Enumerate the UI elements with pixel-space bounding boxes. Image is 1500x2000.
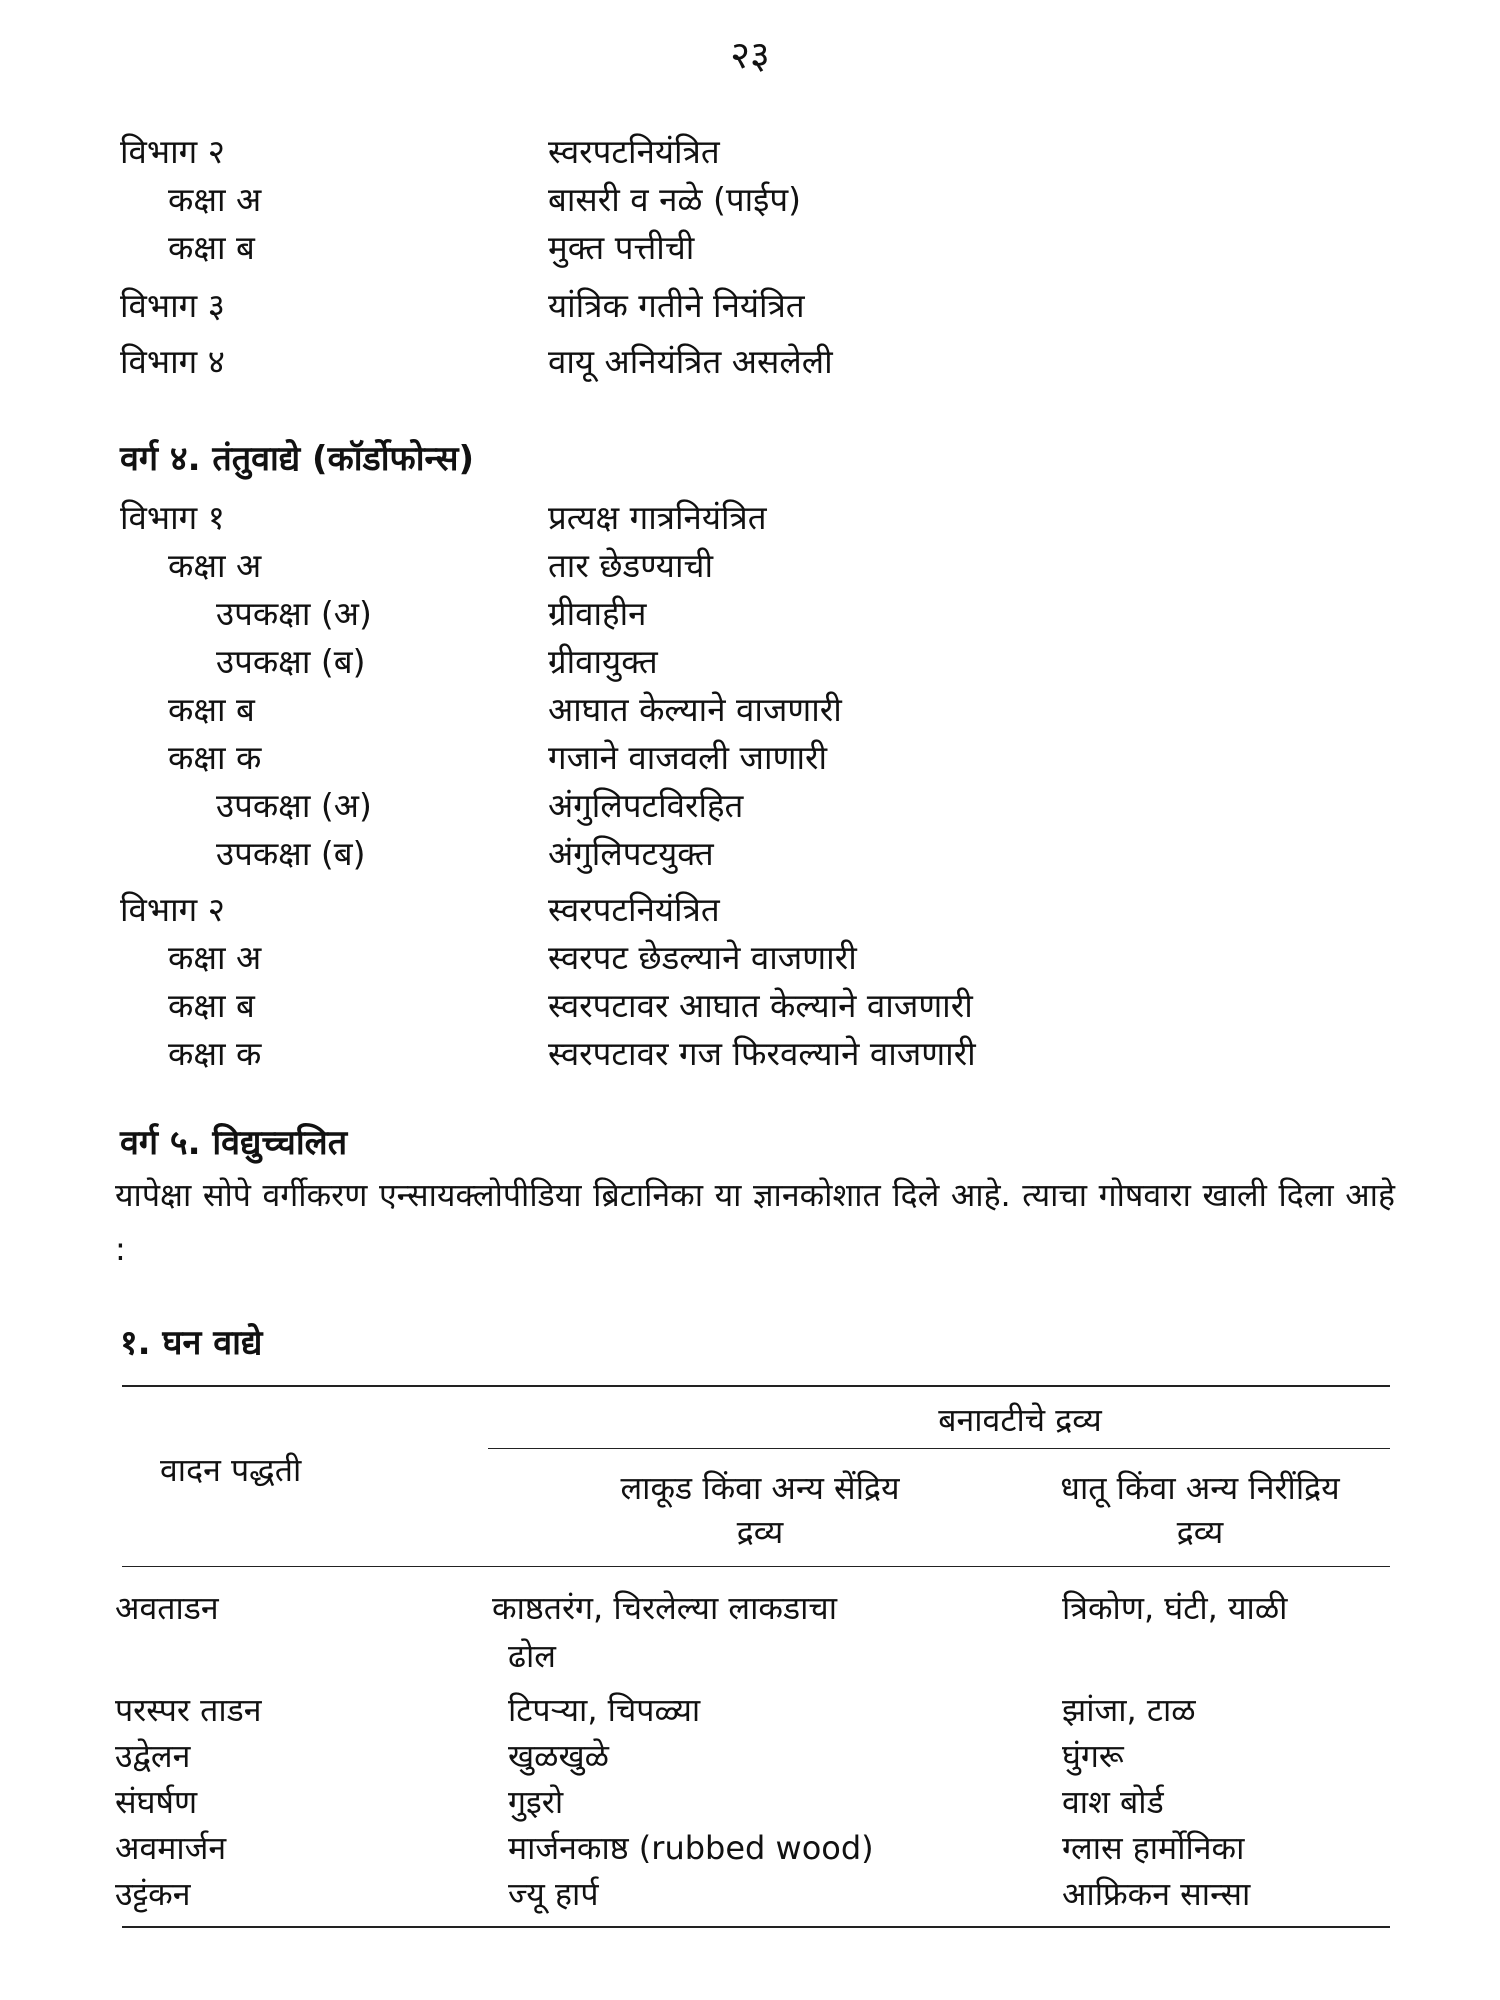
- table-cell-organic: टिपऱ्या, चिपळ्या: [508, 1691, 701, 1729]
- row-label: विभाग २: [120, 132, 225, 171]
- row-label: उपकक्षा (ब): [216, 834, 366, 873]
- table-cell-organic-cont: ढोल: [508, 1637, 557, 1675]
- row-value: आघात केल्याने वाजणारी: [548, 690, 842, 729]
- row-value: स्वरपटनियंत्रित: [548, 132, 720, 171]
- row-value: ग्रीवाहीन: [548, 594, 647, 633]
- row-label: विभाग २: [120, 890, 225, 929]
- table-cell-inorganic: आफ्रिकन सान्सा: [1062, 1875, 1251, 1913]
- table-cell-inorganic: वाश बोर्ड: [1062, 1783, 1164, 1821]
- body-paragraph: यापेक्षा सोपे वर्गीकरण एन्सायक्लोपीडिया ब्रिटानिका या ज्ञानकोशात दिले आहे. त्याचा गोषवारा खाली दिला आहे :: [115, 1176, 1395, 1268]
- row-label: विभाग ४: [120, 342, 225, 381]
- heading-solid-instruments: १. घन वाद्ये: [120, 1323, 263, 1363]
- table-cell-organic: खुळखुळे: [508, 1737, 609, 1775]
- table-cell-organic: गुइरो: [508, 1783, 564, 1821]
- row-label: विभाग ३: [120, 286, 225, 325]
- heading-class-4: वर्ग ४. तंतुवाद्ये (कॉर्डोफोन्स): [120, 439, 474, 479]
- row-value: मुक्त पत्तीची: [548, 228, 695, 267]
- row-label: कक्षा ब: [168, 228, 255, 267]
- row-label: विभाग १: [120, 498, 225, 537]
- header-inorganic-line1: धातू किंवा अन्य निरींद्रिय: [1060, 1469, 1340, 1507]
- header-organic-line1: लाकूड किंवा अन्य सेंद्रिय: [620, 1469, 900, 1507]
- page-number: २३: [730, 33, 770, 77]
- row-value: ग्रीवायुक्त: [548, 642, 658, 681]
- row-value: वायू अनियंत्रित असलेली: [548, 342, 833, 381]
- row-label: कक्षा क: [168, 738, 262, 777]
- row-value: तार छेडण्याची: [548, 546, 713, 585]
- row-label: कक्षा अ: [168, 546, 262, 585]
- table-cell-inorganic: घुंगरू: [1062, 1737, 1124, 1775]
- row-value: अंगुलिपटयुक्त: [548, 834, 714, 873]
- row-value: यांत्रिक गतीने नियंत्रित: [548, 286, 805, 325]
- row-value: प्रत्यक्ष गात्रनियंत्रित: [548, 498, 767, 537]
- table-cell-method: अवमार्जन: [115, 1829, 227, 1867]
- row-label: कक्षा अ: [168, 938, 262, 977]
- row-label: उपकक्षा (अ): [216, 786, 372, 825]
- row-label: कक्षा ब: [168, 690, 255, 729]
- row-value: स्वरपटनियंत्रित: [548, 890, 720, 929]
- table-bottom-rule: [122, 1926, 1390, 1928]
- table-cell-inorganic: त्रिकोण, घंटी, याळी: [1062, 1589, 1288, 1627]
- row-label: कक्षा क: [168, 1034, 262, 1073]
- table-cell-method: संघर्षण: [115, 1783, 198, 1821]
- header-bottom-rule: [122, 1566, 1390, 1567]
- row-label: कक्षा अ: [168, 180, 262, 219]
- header-sub-rule: [488, 1448, 1390, 1449]
- header-inorganic-line2: द्रव्य: [1176, 1513, 1224, 1551]
- row-value: स्वरपट छेडल्याने वाजणारी: [548, 938, 857, 977]
- table-cell-method: परस्पर ताडन: [115, 1691, 262, 1729]
- row-value: स्वरपटावर गज फिरवल्याने वाजणारी: [548, 1034, 976, 1073]
- table-cell-organic: मार्जनकाष्ठ (rubbed wood): [508, 1829, 874, 1867]
- row-label: कक्षा ब: [168, 986, 255, 1025]
- table-cell-method: अवताडन: [115, 1589, 219, 1627]
- header-organic-line2: द्रव्य: [736, 1513, 784, 1551]
- heading-class-5: वर्ग ५. विद्युच्चलित: [120, 1123, 348, 1163]
- row-label: उपकक्षा (ब): [216, 642, 366, 681]
- row-label: उपकक्षा (अ): [216, 594, 372, 633]
- table-cell-inorganic: ग्लास हार्मोनिका: [1062, 1829, 1245, 1867]
- table-cell-organic: ज्यू हार्प: [508, 1875, 599, 1913]
- header-method: वादन पद्धती: [160, 1451, 302, 1489]
- table-cell-inorganic: झांजा, टाळ: [1062, 1691, 1196, 1729]
- table-cell-method: उट्टंकन: [115, 1875, 191, 1913]
- header-material: बनावटीचे द्रव्य: [938, 1401, 1102, 1439]
- table-top-rule: [122, 1385, 1390, 1387]
- table-cell-organic: काष्ठतरंग, चिरलेल्या लाकडाचा: [492, 1589, 838, 1627]
- row-value: गजाने वाजवली जाणारी: [548, 738, 828, 777]
- row-value: अंगुलिपटविरहित: [548, 786, 744, 825]
- row-value: स्वरपटावर आघात केल्याने वाजणारी: [548, 986, 973, 1025]
- row-value: बासरी व नळे (पाईप): [548, 180, 801, 219]
- table-cell-method: उद्वेलन: [115, 1737, 191, 1775]
